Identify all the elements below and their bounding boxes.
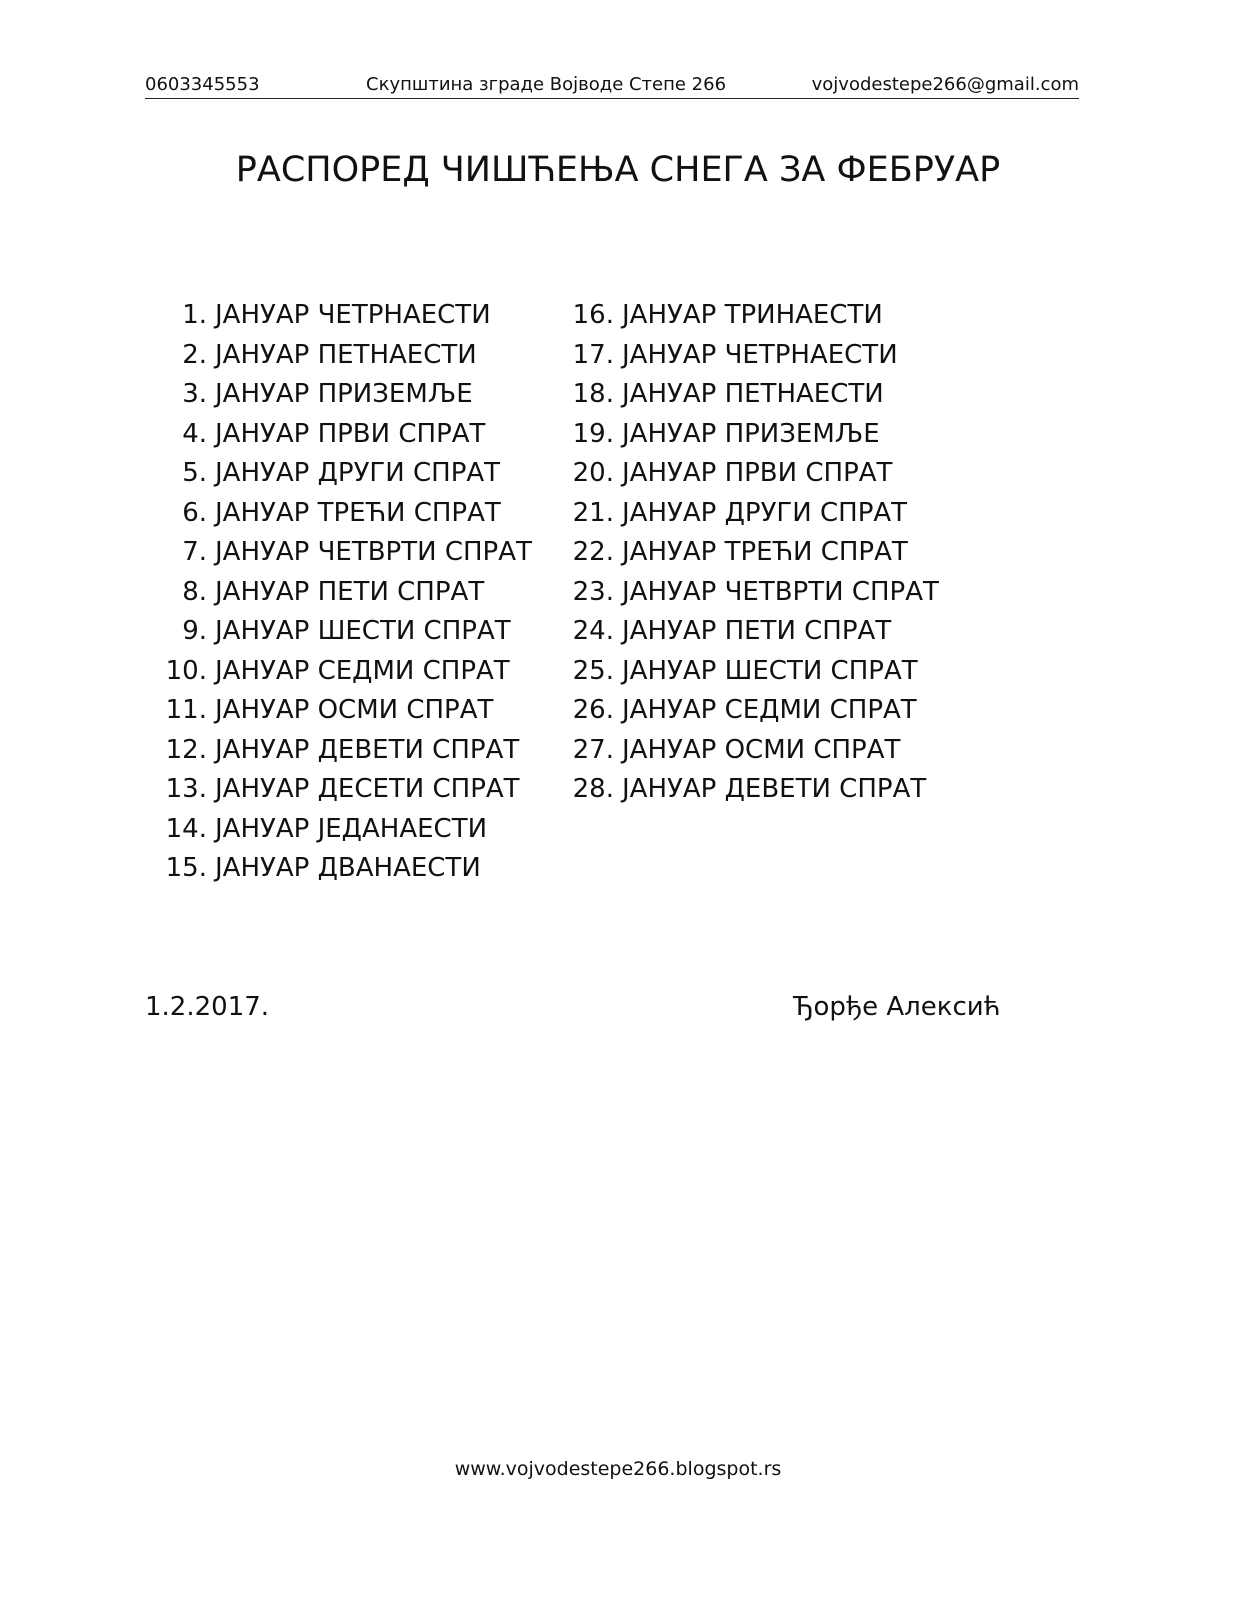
item-text: ЈАНУАР ТРЕЋИ СПРАТ [215, 497, 501, 528]
item-number: 11. [165, 695, 207, 725]
list-item [145, 612, 565, 652]
item-text: ЈАНУАР ПРИЗЕМЉЕ [622, 418, 880, 449]
list-item [145, 849, 565, 889]
item-text: ЈАНУАР ЈЕДАНАЕСТИ [215, 813, 488, 844]
list-item [145, 533, 565, 573]
signature-name: Ђорђе Алексић [793, 992, 1001, 1022]
item-text: ЈАНУАР ЧЕТВРТИ СПРАТ [215, 537, 532, 567]
item-text: ЈАНУАР ТРЕЋИ СПРАТ [622, 537, 908, 567]
list-item [560, 612, 1000, 652]
item-number: 13. [165, 774, 207, 804]
list-item [145, 731, 565, 771]
list-item [560, 731, 1000, 771]
list-item [560, 770, 1000, 810]
list-item [560, 336, 1000, 376]
document-date: 1.2.2017. [145, 992, 270, 1022]
list-item [560, 296, 1000, 336]
item-text: ЈАНУАР ПРВИ СПРАТ [215, 418, 486, 449]
item-number: 19. [572, 418, 614, 449]
list-item [560, 494, 1000, 534]
item-text: ЈАНУАР ДЕВЕТИ СПРАТ [215, 734, 520, 765]
document-title: РАСПОРЕД ЧИШЋЕЊА СНЕГА ЗА ФЕБРУАР [235, 150, 1001, 190]
header-email: vojvodestepe266@gmail.com [811, 74, 1079, 95]
item-number: 10. [165, 655, 207, 686]
item-text: ЈАНУАР ЧЕТРНАЕСТИ [215, 300, 491, 330]
item-text: ЈАНУАР ПЕТНАЕСТИ [622, 379, 884, 409]
list-item [560, 454, 1000, 494]
item-text: ЈАНУАР ПЕТИ СПРАТ [622, 616, 892, 646]
item-text: ЈАНУАР ДРУГИ СПРАТ [215, 458, 501, 488]
item-number: 3. [182, 379, 207, 409]
list-item [560, 691, 1000, 731]
schedule-list-right [560, 296, 1000, 810]
item-number: 12. [165, 734, 207, 765]
item-text: ЈАНУАР ЧЕТРНАЕСТИ [622, 339, 898, 370]
list-item [145, 336, 565, 376]
list-item [560, 573, 1000, 613]
item-text: ЈАНУАР ШЕСТИ СПРАТ [215, 616, 511, 646]
item-text: ЈАНУАР ПРИЗЕМЉЕ [215, 379, 473, 409]
item-number: 2. [182, 339, 207, 370]
item-text: ЈАНУАР ЧЕТВРТИ СПРАТ [622, 576, 939, 607]
item-number: 25. [572, 655, 614, 686]
list-item [145, 652, 565, 692]
item-number: 24. [572, 616, 614, 646]
item-number: 28. [572, 774, 614, 804]
item-text: ЈАНУАР ШЕСТИ СПРАТ [622, 655, 918, 686]
header-title: Скупштина зграде Војводе Степе 266 [366, 74, 727, 95]
item-number: 6. [182, 497, 207, 528]
item-text: ЈАНУАР ОСМИ СПРАТ [215, 695, 494, 725]
item-text: ЈАНУАР ПЕТНАЕСТИ [215, 339, 477, 370]
item-text: ЈАНУАР ОСМИ СПРАТ [622, 734, 901, 765]
item-text: ЈАНУАР СЕДМИ СПРАТ [215, 655, 510, 686]
item-number: 9. [182, 616, 207, 646]
page-header [145, 74, 1079, 99]
item-text: ЈАНУАР ПРВИ СПРАТ [622, 458, 893, 488]
item-number: 8. [182, 576, 207, 607]
item-number: 17. [572, 339, 614, 370]
list-item [145, 375, 565, 415]
item-text: ЈАНУАР ТРИНАЕСТИ [622, 300, 883, 330]
item-text: ЈАНУАР ДЕВЕТИ СПРАТ [622, 774, 927, 804]
item-number: 18. [572, 379, 614, 409]
item-text: ЈАНУАР ПЕТИ СПРАТ [215, 576, 485, 607]
item-number: 14. [165, 813, 207, 844]
list-item [145, 573, 565, 613]
list-item [145, 296, 565, 336]
list-item [145, 770, 565, 810]
list-item [145, 415, 565, 455]
item-number: 5. [182, 458, 207, 488]
item-number: 16. [572, 300, 614, 330]
list-item [145, 494, 565, 534]
item-number: 26. [572, 695, 614, 725]
header-phone: 0603345553 [145, 74, 260, 95]
list-item [145, 454, 565, 494]
item-number: 27. [572, 734, 614, 765]
item-text: ЈАНУАР СЕДМИ СПРАТ [622, 695, 917, 725]
item-number: 7. [182, 537, 207, 567]
item-text: ЈАНУАР ДРУГИ СПРАТ [622, 497, 908, 528]
item-number: 15. [165, 853, 207, 883]
item-number: 4. [182, 418, 207, 449]
schedule-list-left [145, 296, 565, 889]
footer-url: www.vojvodestepe266.blogspot.rs [454, 1458, 782, 1480]
list-item [560, 415, 1000, 455]
item-number: 21. [572, 497, 614, 528]
item-number: 1. [182, 300, 207, 330]
item-number: 20. [572, 458, 614, 488]
list-item [560, 533, 1000, 573]
item-text: ЈАНУАР ДЕСЕТИ СПРАТ [215, 774, 520, 804]
list-item [145, 691, 565, 731]
list-item [145, 810, 565, 850]
item-number: 22. [572, 537, 614, 567]
list-item [560, 375, 1000, 415]
list-item [560, 652, 1000, 692]
item-text: ЈАНУАР ДВАНАЕСТИ [215, 853, 481, 883]
item-number: 23. [572, 576, 614, 607]
